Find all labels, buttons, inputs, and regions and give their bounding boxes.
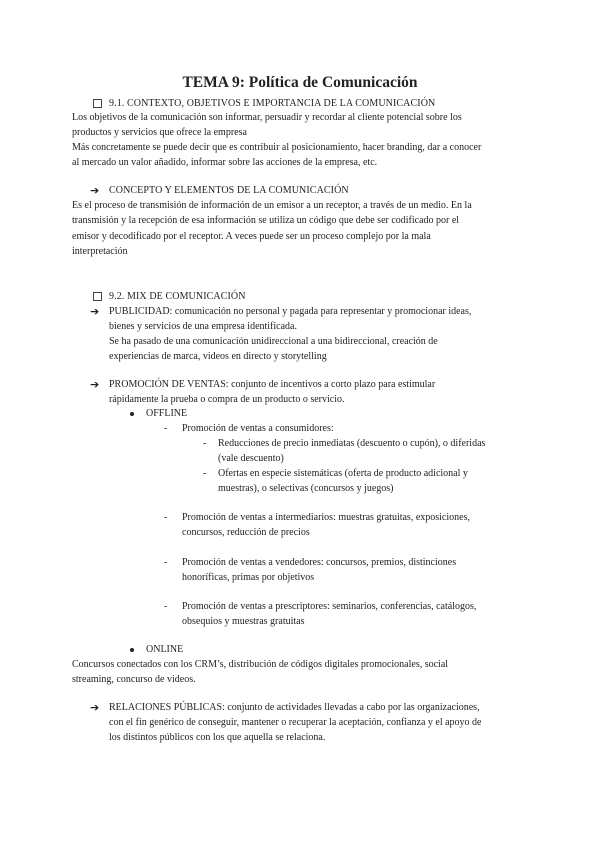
reducciones-line: Reducciones de precio inmediatas (descuento o cupón), o diferidas <box>218 438 486 449</box>
bullet-dot-icon <box>130 648 134 652</box>
online-line: streaming, concurso de videos. <box>72 674 196 685</box>
page-title: TEMA 9: Política de Comunicación <box>182 74 418 91</box>
dash-bullet-icon: - <box>164 423 168 434</box>
paragraph-line: al mercado un valor añadido, informar sobre las acciones de la empresa, etc. <box>72 157 378 168</box>
publicidad-line: Se ha pasado de una comunicación unidireccional a una bidireccional, creación de <box>109 336 438 347</box>
prescriptores-line: obsequios y muestras gratuitas <box>182 616 305 627</box>
dash-bullet-icon: - <box>164 557 168 568</box>
section-heading-9-1: 9.1. CONTEXTO, OBJETIVOS E IMPORTANCIA DE LA COMUNICACIÓN <box>109 98 436 109</box>
dash-bullet-icon: - <box>203 438 207 449</box>
checkbox-icon <box>93 99 102 108</box>
paragraph-line: productos y servicios que ofrece la empresa <box>72 127 247 138</box>
bullet-dot-icon <box>130 412 134 416</box>
dash-bullet-icon: - <box>164 601 168 612</box>
dash-bullet-icon: - <box>203 468 207 479</box>
consumidores-line: Promoción de ventas a consumidores: <box>182 423 334 434</box>
reducciones-line: (vale descuento) <box>218 453 284 464</box>
publicidad-line: experiencias de marca, videos en directo y storytelling <box>109 351 327 362</box>
prescriptores-line: Promoción de ventas a prescriptores: seminarios, conferencias, catálogos, <box>182 601 477 612</box>
concept-heading: CONCEPTO Y ELEMENTOS DE LA COMUNICACIÓN <box>109 185 349 196</box>
publicidad-line: bienes y servicios de una empresa identificada. <box>109 321 297 332</box>
vendedores-line: honoríficas, primas por objetivos <box>182 572 315 583</box>
relaciones-line: con el fin genérico de conseguir, mantener o recuperar la aceptación, confianza y el apoyo de <box>109 717 482 728</box>
arrow-bullet-icon: ➔ <box>90 184 100 197</box>
promocion-line: PROMOCIÓN DE VENTAS: conjunto de incentivos a corto plazo para estimular <box>109 379 436 390</box>
section-heading-9-2: 9.2. MIX DE COMUNICACIÓN <box>109 291 246 302</box>
paragraph-line: Más concretamente se puede decir que es contribuir al posicionamiento, hacer branding, dar a conocer <box>72 142 482 153</box>
intermediarios-line: Promoción de ventas a intermediarios: muestras gratuitas, exposiciones, <box>182 512 470 523</box>
relaciones-line: los distintos públicos con los que aquella se relaciona. <box>109 732 326 743</box>
intermediarios-line: concursos, reducción de precios <box>182 527 310 538</box>
arrow-bullet-icon: ➔ <box>90 305 100 318</box>
paragraph-line: Los objetivos de la comunicación son informar, persuadir y recordar al cliente potencial sobre los <box>72 112 462 123</box>
paragraph-line: transmisión y la recepción de esa información se utiliza un código que debe ser codificado por el <box>72 215 460 226</box>
publicidad-line: PUBLICIDAD: comunicación no personal y pagada para representar y promocionar ideas, <box>109 306 472 317</box>
paragraph-line: emisor y decodificado por el receptor. A veces puede ser un proceso complejo por la mala <box>72 231 431 242</box>
paragraph-line: interpretación <box>72 246 128 257</box>
promocion-line: rápidamente la prueba o compra de un producto o servicio. <box>109 394 345 405</box>
vendedores-line: Promoción de ventas a vendedores: concursos, premios, distinciones <box>182 557 457 568</box>
dash-bullet-icon: - <box>164 512 168 523</box>
arrow-bullet-icon: ➔ <box>90 701 100 714</box>
ofertas-line: Ofertas en especie sistemáticas (oferta de producto adicional y <box>218 468 468 479</box>
checkbox-icon <box>93 292 102 301</box>
online-line: Concursos conectados con los CRM’s, distribución de códigos digitales promocionales, social <box>72 659 449 670</box>
offline-label: OFFLINE <box>146 408 188 419</box>
arrow-bullet-icon: ➔ <box>90 378 100 391</box>
online-label: ONLINE <box>146 644 184 655</box>
ofertas-line: muestras), o selectivas (concursos y juegos) <box>218 483 394 494</box>
relaciones-line: RELACIONES PÚBLICAS: conjunto de actividades llevadas a cabo por las organizaciones, <box>109 702 480 713</box>
paragraph-line: Es el proceso de transmisión de información de un emisor a un receptor, a través de un medio. En la <box>72 200 472 211</box>
